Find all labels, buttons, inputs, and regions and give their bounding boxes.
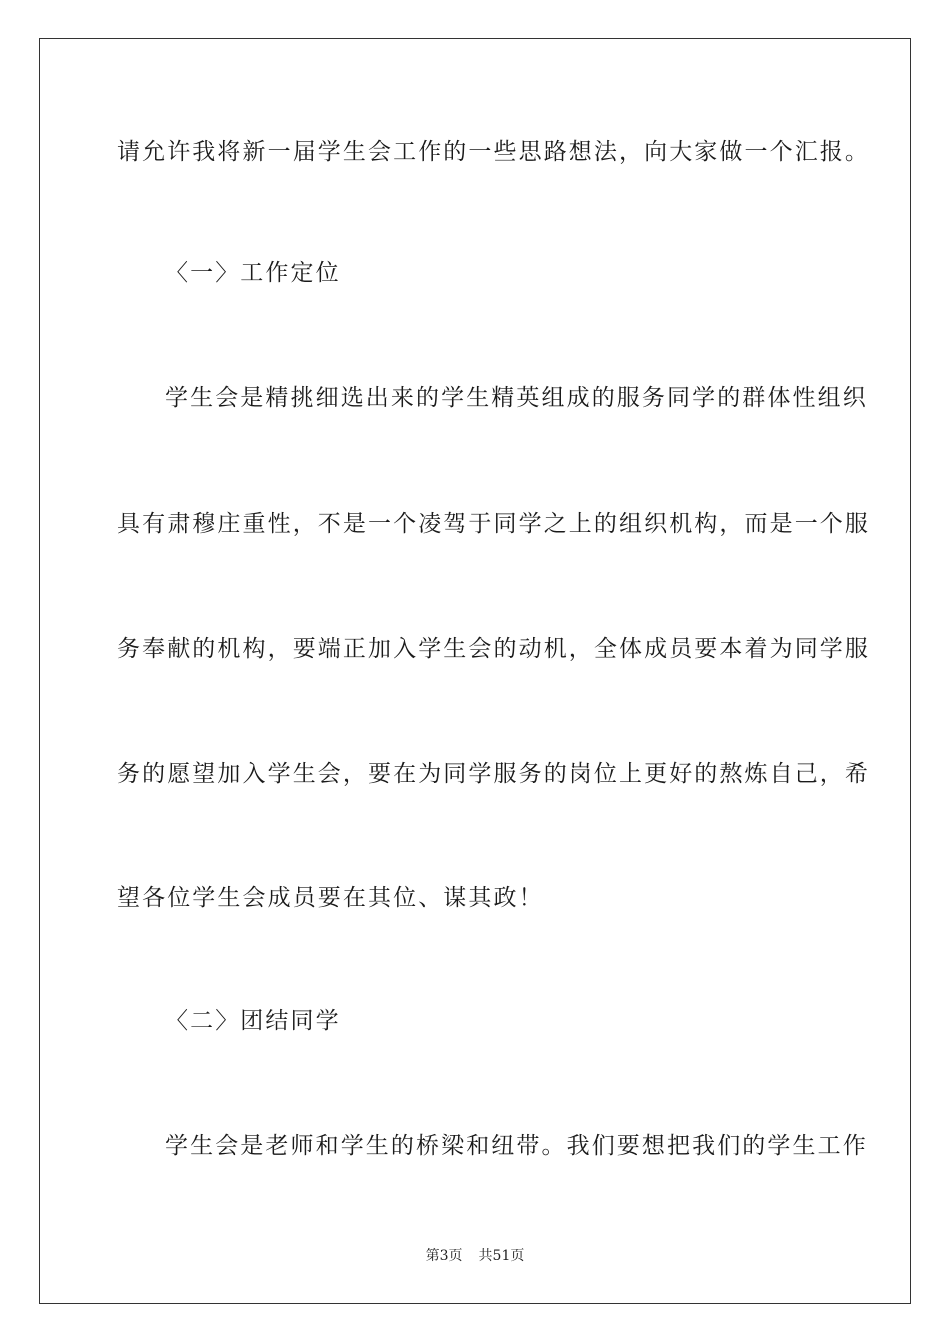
page-footer: [0, 1247, 950, 1265]
paragraph-line: 学生会是老师和学生的桥梁和纽带。我们要想把我们的学生工作: [165, 1133, 868, 1159]
paragraph-line: 务的愿望加入学生会，要在为同学服务的岗位上更好的熬炼自己，希: [117, 761, 870, 787]
paragraph-line: 学生会是精挑细选出来的学生精英组成的服务同学的群体性组织: [165, 385, 868, 411]
paragraph-line: 请允许我将新一届学生会工作的一些思路想法，向大家做一个汇报。: [117, 139, 870, 165]
paragraph-line: 望各位学生会成员要在其位、谋其政！: [117, 885, 544, 911]
page-total: 共51页: [478, 1248, 525, 1264]
section-heading-unity: 〈二〉团结同学: [165, 1008, 341, 1034]
page-border: [39, 38, 911, 1304]
paragraph-line: 具有肃穆庄重性，不是一个凌驾于同学之上的组织机构，而是一个服: [117, 511, 870, 537]
section-heading-positioning: 〈一〉工作定位: [165, 260, 341, 286]
page-number: 第3页: [425, 1248, 463, 1264]
paragraph-line: 务奉献的机构，要端正加入学生会的动机，全体成员要本着为同学服: [117, 636, 870, 662]
